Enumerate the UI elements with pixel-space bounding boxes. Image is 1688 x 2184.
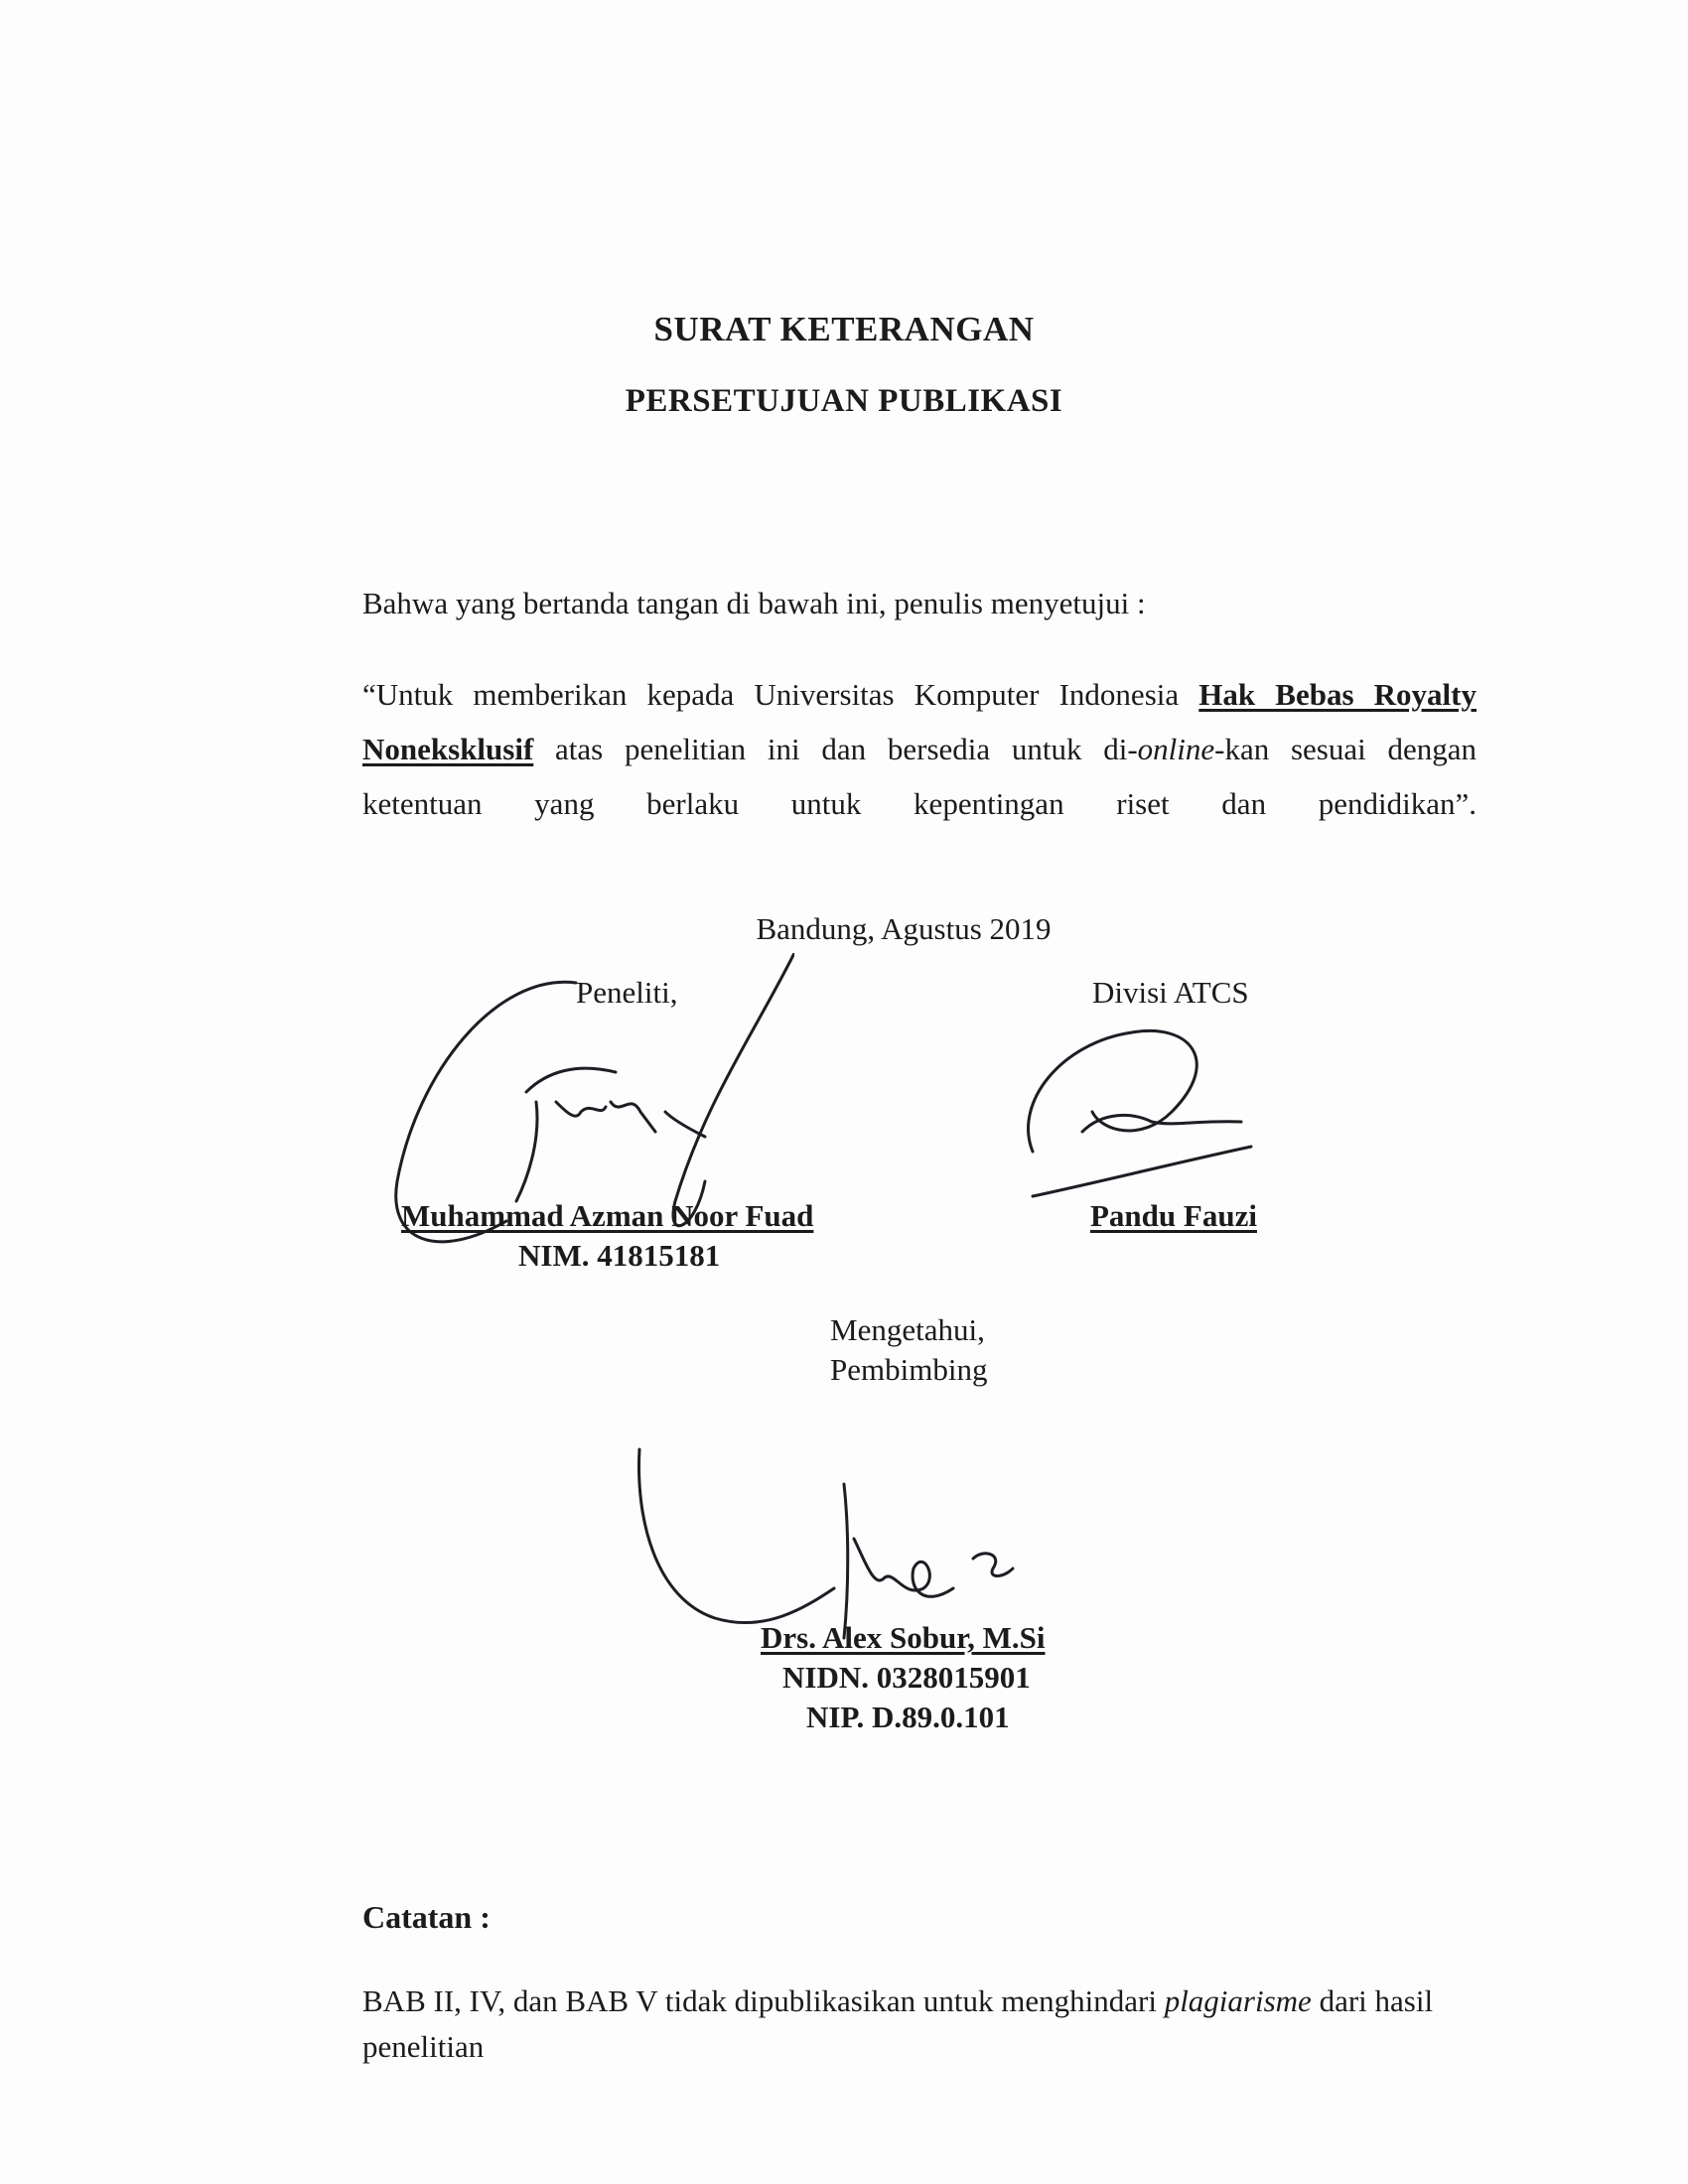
statement-paragraph xyxy=(362,667,1477,886)
researcher-role: Peneliti, xyxy=(576,975,678,1010)
supervisor-role: Pembimbing xyxy=(830,1352,988,1387)
document-title: SURAT KETERANGAN xyxy=(653,310,1035,348)
researcher-id: NIM. 41815181 xyxy=(518,1238,721,1273)
statement-italic: online xyxy=(1137,732,1215,766)
intro-paragraph xyxy=(362,576,1477,630)
note-part-2: dari hasil penelitian xyxy=(362,1983,1434,2064)
statement-part-2: atas penelitian ini dan bersedia untuk di- xyxy=(533,732,1138,766)
supervisor-nip: NIP. D.89.0.101 xyxy=(806,1700,1010,1734)
document-subtitle: PERSETUJUAN PUBLIKASI xyxy=(625,383,1063,419)
division-role: Divisi ATCS xyxy=(1092,975,1249,1010)
note-part-1: BAB II, IV, dan BAB V tidak dipublikasikan untuk menghindari xyxy=(362,1983,1165,2018)
place-date: Bandung, Agustus 2019 xyxy=(756,911,1052,946)
supervisor-nidn: NIDN. 0328015901 xyxy=(782,1660,1031,1695)
note-paragraph xyxy=(362,1979,1477,2070)
division-name: Pandu Fauzi xyxy=(1090,1198,1257,1233)
statement-part-3: -kan sesuai dengan ketentuan yang berlaku untuk kepentingan riset dan pendidikan”. xyxy=(362,732,1477,821)
intro-text: Bahwa yang bertanda tangan di bawah ini, penulis menyetujui : xyxy=(362,586,1146,620)
statement-bold-1: Hak Bebas Royalty xyxy=(1198,677,1477,712)
statement-bold-2: Noneksklusif xyxy=(362,732,534,766)
note-label: Catatan : xyxy=(362,1899,491,1935)
statement-part-1: “Untuk memberikan kepada Universitas Komputer Indonesia xyxy=(362,677,1199,712)
division-signature xyxy=(1003,1003,1261,1201)
acknowledged-label: Mengetahui, xyxy=(830,1312,985,1347)
note-italic: plagiarisme xyxy=(1164,1983,1312,2018)
supervisor-name: Drs. Alex Sobur, M.Si xyxy=(761,1620,1046,1655)
researcher-name: Muhammad Azman Noor Fuad xyxy=(401,1198,814,1233)
